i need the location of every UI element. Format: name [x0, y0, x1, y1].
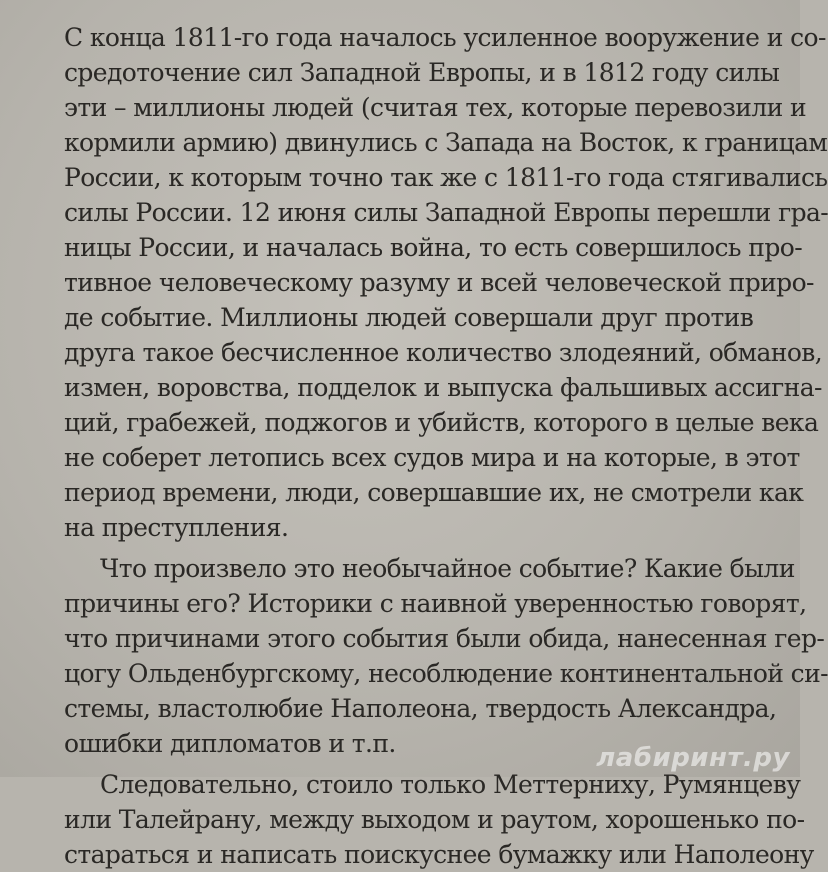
- text-line: С конца 1811-го года началось усиленное вооружение и со-: [64, 23, 826, 52]
- text-line: измен, воровства, подделок и выпуска фальшивых ассигна-: [64, 373, 822, 402]
- text-line: стемы, властолюбие Наполеона, твердость Александра,: [64, 694, 777, 723]
- text-line: силы России. 12 июня силы Западной Европы перешли гра-: [64, 198, 828, 227]
- text-line: ошибки дипломатов и т.п.: [64, 729, 396, 758]
- text-line: России, к которым точно так же с 1811-го года стягивались: [64, 163, 828, 192]
- text-line: Что произвело это необычайное событие? Какие были: [100, 554, 795, 583]
- paragraph-3: [64, 767, 814, 872]
- text-line: Следовательно, стоило только Меттерниху, Румянцеву: [100, 770, 801, 799]
- text-line: де событие. Миллионы людей совершали друг против: [64, 303, 754, 332]
- paragraph-1: [64, 20, 828, 545]
- text-line: кормили армию) двинулись с Запада на Восток, к границам: [64, 128, 828, 157]
- text-line: период времени, люди, совершавшие их, не смотрели как: [64, 478, 804, 507]
- text-line: причины его? Историки с наивной уверенностью говорят,: [64, 589, 807, 618]
- text-line: стараться и написать поискуснее бумажку или Наполеону: [64, 840, 814, 869]
- text-line: цогу Ольденбургскому, несоблюдение континентальной си-: [64, 659, 828, 688]
- text-line: эти – миллионы людей (считая тех, которые перевозили и: [64, 93, 807, 122]
- site-watermark: лабиринт.ру: [596, 743, 790, 773]
- text-line: средоточение сил Западной Европы, и в 1812 году силы: [64, 58, 780, 87]
- text-line: ций, грабежей, поджогов и убийств, которого в целые века: [64, 408, 819, 437]
- text-line: тивное человеческому разуму и всей человеческой приро-: [64, 268, 814, 297]
- text-line: друга такое бесчисленное количество злодеяний, обманов,: [64, 338, 823, 367]
- text-line: или Талейрану, между выходом и раутом, хорошенько по-: [64, 805, 805, 834]
- text-line: что причинами этого события были обида, нанесенная гер-: [64, 624, 825, 653]
- text-line: ницы России, и началась война, то есть совершилось про-: [64, 233, 803, 262]
- text-line: не соберет летопись всех судов мира и на которые, в этот: [64, 443, 800, 472]
- text-line: на преступления.: [64, 513, 289, 542]
